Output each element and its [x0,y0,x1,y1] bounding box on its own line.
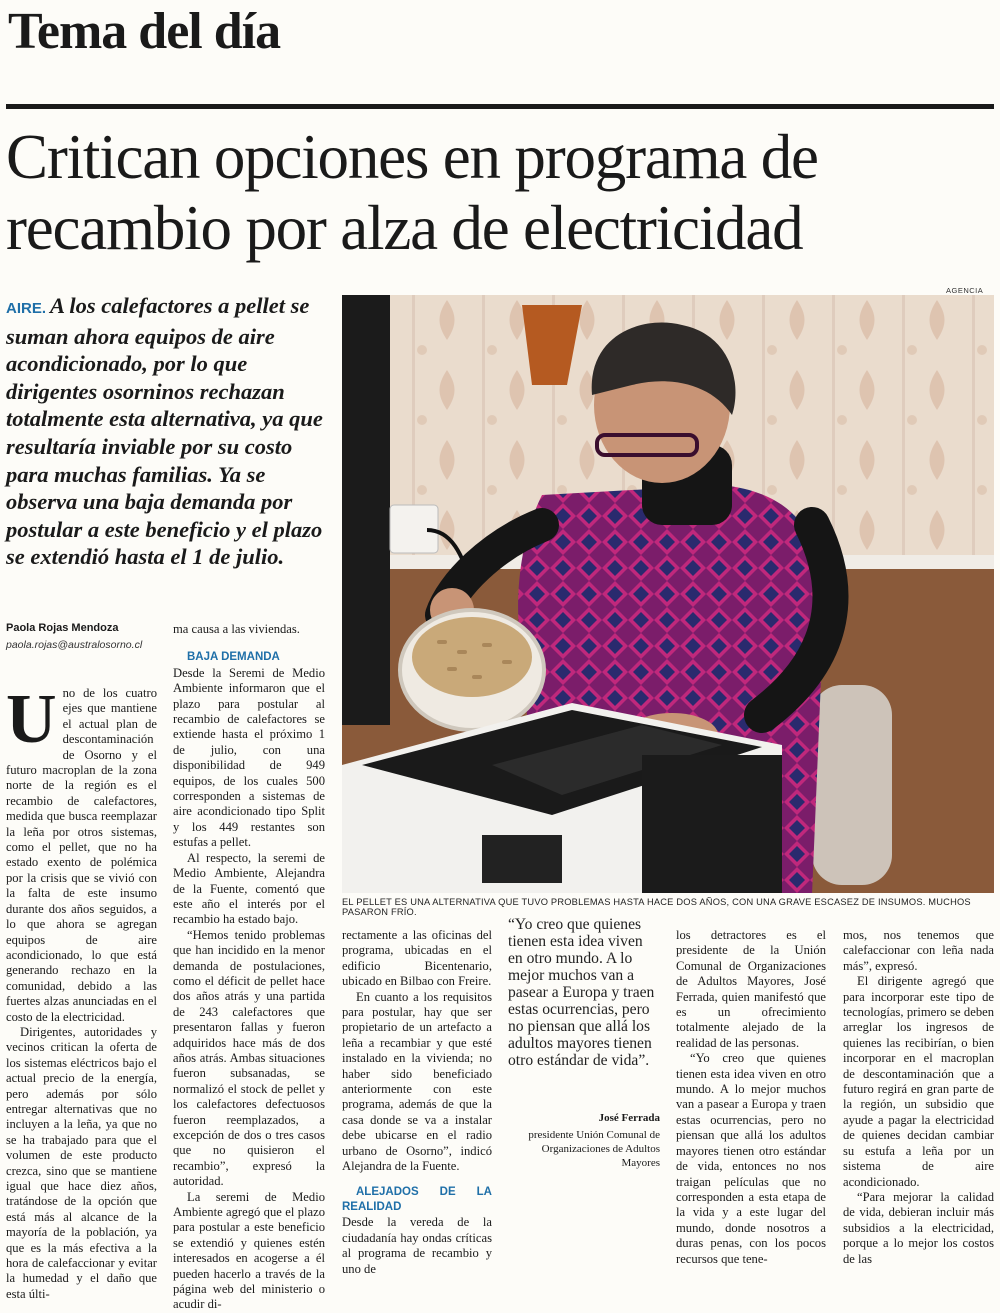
lead-text: A los calefactores a pellet se suman ahora equipos de aire acondicionado, por lo que dirigentes osorninos rechazan totalmente esta alternativa, ya que resultaría inviable por su costo para muchas familias. Ya se observa una baja demanda por postular a este beneficio y el plazo se extendió hasta el 1 de julio. [6,293,323,570]
section-title: Tema del día [8,3,281,60]
body-paragraph: “Yo creo que quienes tienen esta idea viven en otro mundo. A lo mejor muchos van a pasear a Europa y traen estas ocurrencias, pero no piensan que allá los adultos mayores tienen otro estándar de vida, entonces no nos traigan películas que no corresponden a esta etapa de la vida y a este lugar del mundo, donde nosotros a duras penas, con los pocos recursos que tene- [676,1051,826,1266]
headline: Critican opciones en programa de recambio por alza de electricidad [6,122,818,263]
subhead-baja-demanda: BAJA DEMANDA [187,651,280,664]
byline-email[interactable]: paola.rojas@australosorno.cl [6,639,143,651]
body-paragraph: “Hemos tenido problemas que han incidido en la menor demanda de postulaciones, como el déficit de pellet hace dos años atrás y una partida de 243 calefactores que presentaron fallas y fueron adquiridos hace más de dos años atrás. Ambas situaciones fueron subsanadas, se normalizó el stock de pellet y los calefactores defectuosos fueron reemplazados, a excepción de dos o tres casos que no quisieron el recambio”, expresó la autoridad. [173,927,325,1189]
body-paragraph: Desde la vereda de la ciudadanía hay ondas críticas al programa de recambio y uno de [342,1215,492,1276]
body-paragraph: “Para mejorar la calidad de vida, debieran incluir más subsidios a la electricidad, porque a lo mejor los costos de las [843,1189,994,1266]
body-paragraph: rectamente a las oficinas del programa, ubicadas en el edificio Bicentenario, ubicado en Bilbao con Freire. [342,928,492,989]
photo-caption: EL PELLET ES UNA ALTERNATIVA QUE TUVO PROBLEMAS HASTA HACE DOS AÑOS, CON UNA GRAVE ESCASEZ DE INSUMOS. MUCHOS PASARON FRÍO. [342,897,971,917]
byline-author: Paola Rojas Mendoza [6,622,119,634]
body-paragraph: El dirigente agregó que para incorporar este tipo de tecnologías, primero se deben arreglar los ingresos de quienes las recibirían, o bien incorporar en el macroplan de descontaminación que a futuro regirá en gran parte de la región, un subsidio que ayude a pagar la electricidad de quienes decidan cambiar su estufa a leña por un sistema de aire acondicionado. [843,974,994,1189]
lead-paragraph [6,292,336,571]
photo-illustration [342,295,994,893]
article-photo [342,295,994,893]
photo-credit: AGENCIA [946,286,983,295]
drop-cap: U [6,681,57,758]
body-column-3 [342,928,492,1277]
body-paragraph: Al respecto, la seremi de Medio Ambiente, Alejandra de la Fuente, comentó que este año el interés por el recambio ha estado bajo. [173,850,325,927]
body-paragraph: Dirigentes, autoridades y vecinos critican la oferta de los sistemas eléctricos bajo el actual precio de la energía, pero además por sólo entregar alternativas que no incluyen a la leña, ya que no se ha trabajado para que el volumen de este producto crezca, sino que se mantiene igual que hace diez años, tratándose de la opción que está más al alcance de la mayoría de la población, ya que es la más efectiva a la hora de calefaccionar y evitar la humedad y el daño que esta últi- [6,1024,157,1301]
quote-attribution-role: presidente Unión Comunal de Organizaciones de Adultos Mayores [528,1129,660,1169]
body-paragraph: mos, nos tenemos que calefaccionar con leña nada más”, expresó. [843,928,994,973]
body-paragraph: Desde la Seremi de Medio Ambiente informaron que el plazo para postular al recambio de calefactores se extiende hasta el próximo 1 de julio, con una disponibilidad de 949 equipos, de los cuales 500 corresponden a sistemas de aire acondicionado tipo Split y los 449 restantes son estufas a pellet. [173,665,325,850]
subhead-alejados: ALEJADOS DE LA REALIDAD [342,1185,492,1213]
quote-attribution-name: José Ferrada [598,1112,660,1124]
body-column-5 [676,928,826,1267]
body-paragraph: ma causa a las viviendas. [173,622,300,636]
body-paragraph: no de los cuatro ejes que mantiene el actual plan de descontaminación de Osorno y el futuro macroplan de la zona norte de la región es el recambio de calefactores, medida que busca reemplazar la leña por otros sistemas, como el pellet, que no ha estado exento de polémica por la crisis que se vivió con la falta de este insumo durante dos años seguidos, a lo que ahora se agregan equipos de aire acondicionado, lo que está generando rechazo en la comunidad, debido a las fuertes alzas anunciadas en el costo de la electricidad. [6,686,157,1024]
body-paragraph: los detractores es el presidente de la Unión Comunal de Organizaciones de Adultos Mayores, José Ferrada, quien manifestó que es un ofrecimiento totalmente alejado de la realidad de las personas. [676,928,826,1050]
body-column-6 [843,928,994,1267]
body-column-1 [6,681,157,1302]
lead-kicker: AIRE. [6,300,47,317]
body-paragraph: La seremi de Medio Ambiente agregó que el plazo para postular a este beneficio se extendió y quienes estén interesados en acogerse a él pueden hacerlo a través de la página web del ministerio o acudir di- [173,1189,325,1312]
body-column-2 [173,622,325,1313]
section-rule [6,104,994,109]
body-paragraph: En cuanto a los requisitos para postular, hay que ser propietario de un artefacto a leña a recambiar y que esté instalado en la vivienda; no haber sido beneficiado anteriormente con este programa, además de que la casa donde se va a instalar debe ubicarse en el radio urbano de Osorno”, indicó Alejandra de la Fuente. [342,989,492,1174]
pull-quote: “Yo creo que quienes tienen esta idea viven en otro mundo. A lo mejor muchos van a pasear a Europa y traen estas ocurrencias, pero no piensan que allá los adultos mayores tienen otro estándar de vida”. [508,916,655,1069]
